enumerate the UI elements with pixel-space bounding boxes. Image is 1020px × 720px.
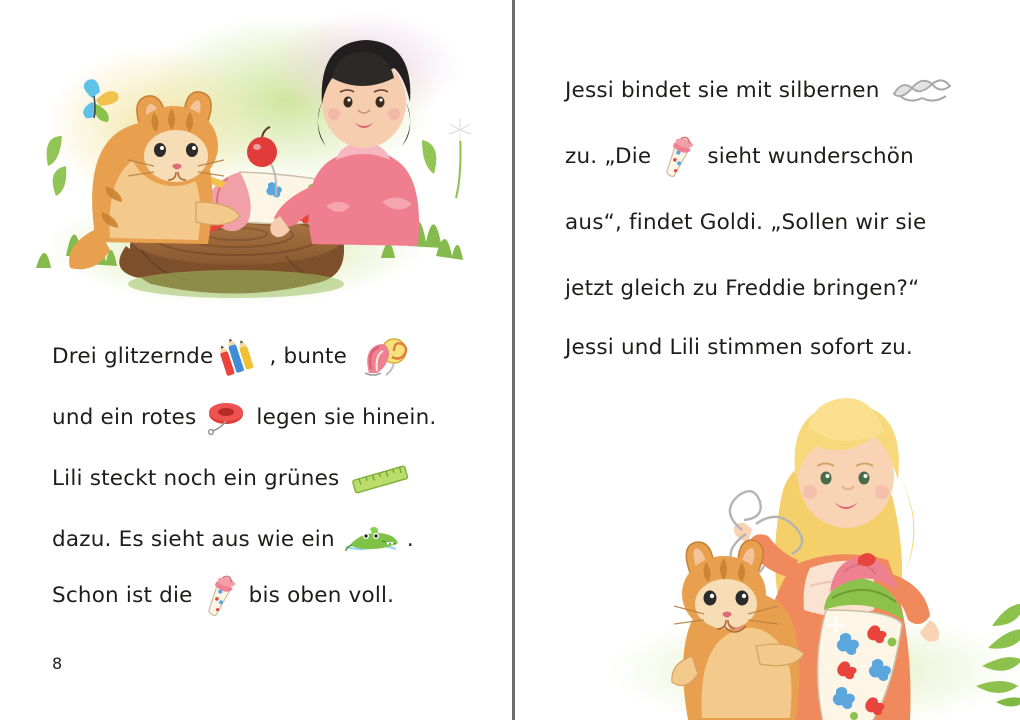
illustration-svg-left (36, 6, 476, 316)
line-text: und ein rotes (52, 405, 197, 431)
colored-pencils-icon (218, 339, 264, 375)
text-line (565, 256, 1020, 322)
text-line (565, 322, 1020, 374)
schultuete-icon (659, 135, 699, 179)
text-line (52, 510, 512, 570)
red-yoyo-icon (204, 401, 248, 435)
right-page (515, 0, 1020, 720)
line-text: zu. „Die (565, 144, 652, 170)
line-text: bis oben voll. (248, 583, 395, 609)
line-text: Jessi bindet sie mit silbernen (565, 78, 880, 104)
text-line (565, 58, 1020, 124)
line-text: Lili steckt noch ein grünes (52, 466, 340, 492)
line-text: Drei glitzernde (52, 344, 214, 370)
line-text: jetzt gleich zu Freddie bringen?“ (565, 276, 920, 302)
page-number: 8 (52, 654, 63, 673)
dandelion-icon (449, 118, 471, 198)
text-line (565, 190, 1020, 256)
silver-ribbon-icon (890, 76, 952, 106)
line-text: aus“, findet Goldi. „Sollen wir sie (565, 210, 927, 236)
text-line (52, 448, 512, 510)
text-line (52, 388, 512, 448)
illustration-svg-right (596, 370, 1020, 720)
line-text: , bunte (269, 344, 348, 370)
line-text: Jessi und Lili stimmen sofort zu. (565, 335, 913, 361)
line-text: Schon ist die (52, 583, 193, 609)
schultuete-icon (201, 574, 241, 618)
green-crocodile-icon (342, 523, 400, 557)
text-line (565, 124, 1020, 190)
line-text: dazu. Es sieht aus wie ein (52, 527, 335, 553)
illustration-blonde-girl-holding-schultuete-with-cat (596, 370, 1020, 720)
lollipop-candy-icon (357, 337, 411, 377)
illustration-girl-and-cat-filling-schultuete (36, 6, 476, 316)
line-text: legen sie hinein. (256, 405, 437, 431)
green-ruler-icon (349, 462, 411, 496)
text-line (52, 326, 512, 388)
line-text: sieht wunderschön (707, 144, 914, 170)
red-apple (247, 137, 277, 167)
line-text: . (406, 527, 414, 553)
left-page-text (0, 326, 512, 622)
text-line (52, 570, 512, 622)
right-page-text (515, 58, 1020, 374)
